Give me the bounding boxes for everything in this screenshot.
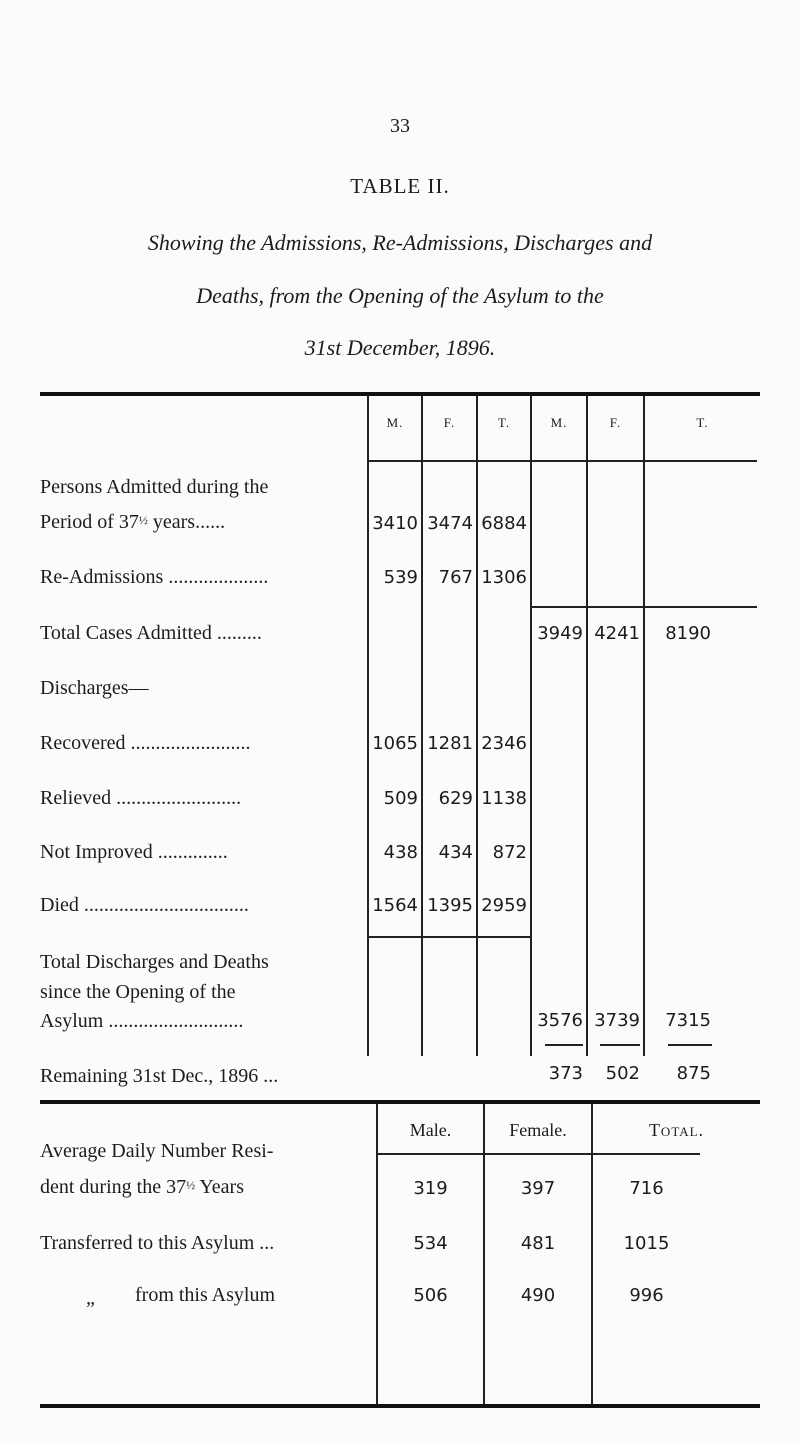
cell-f: 3474 (427, 513, 473, 534)
row-label-persons-admitted-period: Period of $37^{\frac{1}{2}}$ years...... (40, 511, 226, 533)
header-female: Female. (509, 1120, 567, 1140)
cell-t: 6884 (481, 513, 527, 534)
cell-total: 996 (629, 1285, 664, 1306)
row-label-died: Died ................................. (40, 894, 249, 916)
header-male: M. (550, 415, 568, 430)
cell-m: 1564 (372, 895, 418, 916)
cell-m: 539 (383, 567, 418, 588)
row-label-remaining: Remaining 31st Dec., 1896 ... (40, 1065, 279, 1087)
row-label-persons-admitted: Persons Admitted during the (40, 476, 269, 498)
cell-t: 1138 (481, 788, 527, 809)
header-rule (378, 1153, 483, 1155)
col-divider (530, 396, 532, 1056)
header-male: Male. (409, 1120, 452, 1140)
row-label-readmissions: Re-Admissions .................... (40, 566, 269, 588)
ditto-mark: „ (86, 1287, 95, 1309)
header-female: F. (609, 415, 622, 430)
subtotal-rule (545, 1044, 583, 1046)
cell-female: 481 (520, 1233, 556, 1254)
cell-t: 875 (676, 1063, 711, 1084)
row-label-average-daily: Average Daily Number Resi- (40, 1140, 274, 1162)
col-divider (483, 1104, 485, 1404)
subtotal-rule (600, 1044, 640, 1046)
caption-line-1: Showing the Admissions, Re-Admissions, Discharges and (147, 230, 653, 255)
cell-f: 767 (438, 567, 473, 588)
cell-f: 4241 (594, 623, 640, 644)
cell-total: 716 (629, 1178, 664, 1199)
header-female: F. (443, 415, 456, 430)
table-title: TABLE II. (350, 174, 450, 198)
cell-t: 2959 (481, 895, 527, 916)
cell-t: 1306 (481, 567, 527, 588)
cell-female: 397 (520, 1178, 556, 1199)
cell-f: 434 (438, 842, 473, 863)
subtotal-rule (588, 606, 643, 608)
subtotal-rule (532, 606, 586, 608)
subtotal-rule (668, 1044, 712, 1046)
cell-m: 3410 (372, 513, 418, 534)
page-number: 33 (390, 115, 410, 137)
header-rule (369, 460, 421, 462)
cell-t: 2346 (481, 733, 527, 754)
row-label-total-discharges: Total Discharges and Deaths (40, 951, 269, 973)
col-divider (643, 396, 645, 1056)
cell-male: 319 (413, 1178, 448, 1199)
header-rule (645, 460, 757, 462)
table-1-top-rule (40, 392, 760, 396)
col-divider (591, 1104, 593, 1404)
caption-line-3: 31st December, 1896. (304, 335, 496, 360)
header-rule (593, 1153, 700, 1155)
cell-total: 1015 (623, 1233, 670, 1254)
cell-f: 629 (438, 788, 473, 809)
cell-t: 7315 (665, 1010, 711, 1031)
cell-m: 373 (548, 1063, 583, 1084)
col-divider (376, 1104, 378, 1404)
cell-f: 502 (605, 1063, 640, 1084)
cell-male: 534 (413, 1233, 448, 1254)
table-2-bottom-rule (40, 1404, 760, 1408)
row-label-total-discharges-2: since the Opening of the (40, 981, 236, 1003)
cell-f: 1281 (427, 733, 473, 754)
row-label-total-admitted: Total Cases Admitted ......... (40, 622, 262, 644)
cell-m: 509 (383, 788, 418, 809)
row-label-transferred-to: Transferred to this Asylum ... (40, 1232, 275, 1254)
col-divider (421, 396, 423, 1056)
header-total: T. (497, 415, 511, 430)
row-label-recovered: Recovered ........................ (40, 732, 251, 754)
header-rule (478, 460, 530, 462)
header-rule (532, 460, 586, 462)
header-rule (588, 460, 643, 462)
row-label-transferred-from: from this Asylum (135, 1284, 276, 1306)
cell-m: 3576 (537, 1010, 583, 1031)
cell-male: 506 (413, 1285, 448, 1306)
subtotal-rule (645, 606, 757, 608)
col-divider (367, 396, 369, 1056)
col-divider (586, 396, 588, 1056)
header-total: Total. (648, 1120, 705, 1140)
cell-t: 872 (492, 842, 527, 863)
cell-f: 1395 (427, 895, 473, 916)
header-rule (485, 1153, 591, 1155)
caption-line-2: Deaths, from the Opening of the Asylum to the (196, 283, 604, 308)
header-rule (423, 460, 476, 462)
row-label-total-discharges-3: Asylum ........................... (40, 1010, 244, 1032)
cell-m: 1065 (372, 733, 418, 754)
subtotal-rule (423, 936, 476, 938)
subtotal-rule (478, 936, 530, 938)
row-label-discharges: Discharges— (40, 677, 149, 699)
row-label-average-daily-2: dent during the $37^{\frac{1}{2}}$ Years (40, 1176, 244, 1198)
cell-m: 438 (383, 842, 418, 863)
row-label-relieved: Relieved ......................... (40, 787, 242, 809)
header-male: M. (386, 415, 404, 430)
cell-m: 3949 (537, 623, 583, 644)
cell-female: 490 (520, 1285, 556, 1306)
row-label-not-improved: Not Improved .............. (40, 841, 228, 863)
subtotal-rule (369, 936, 421, 938)
cell-f: 3739 (594, 1010, 640, 1031)
header-total: T. (696, 415, 709, 430)
table-2-top-rule (40, 1100, 760, 1104)
col-divider (476, 396, 478, 1056)
cell-t: 8190 (665, 623, 711, 644)
